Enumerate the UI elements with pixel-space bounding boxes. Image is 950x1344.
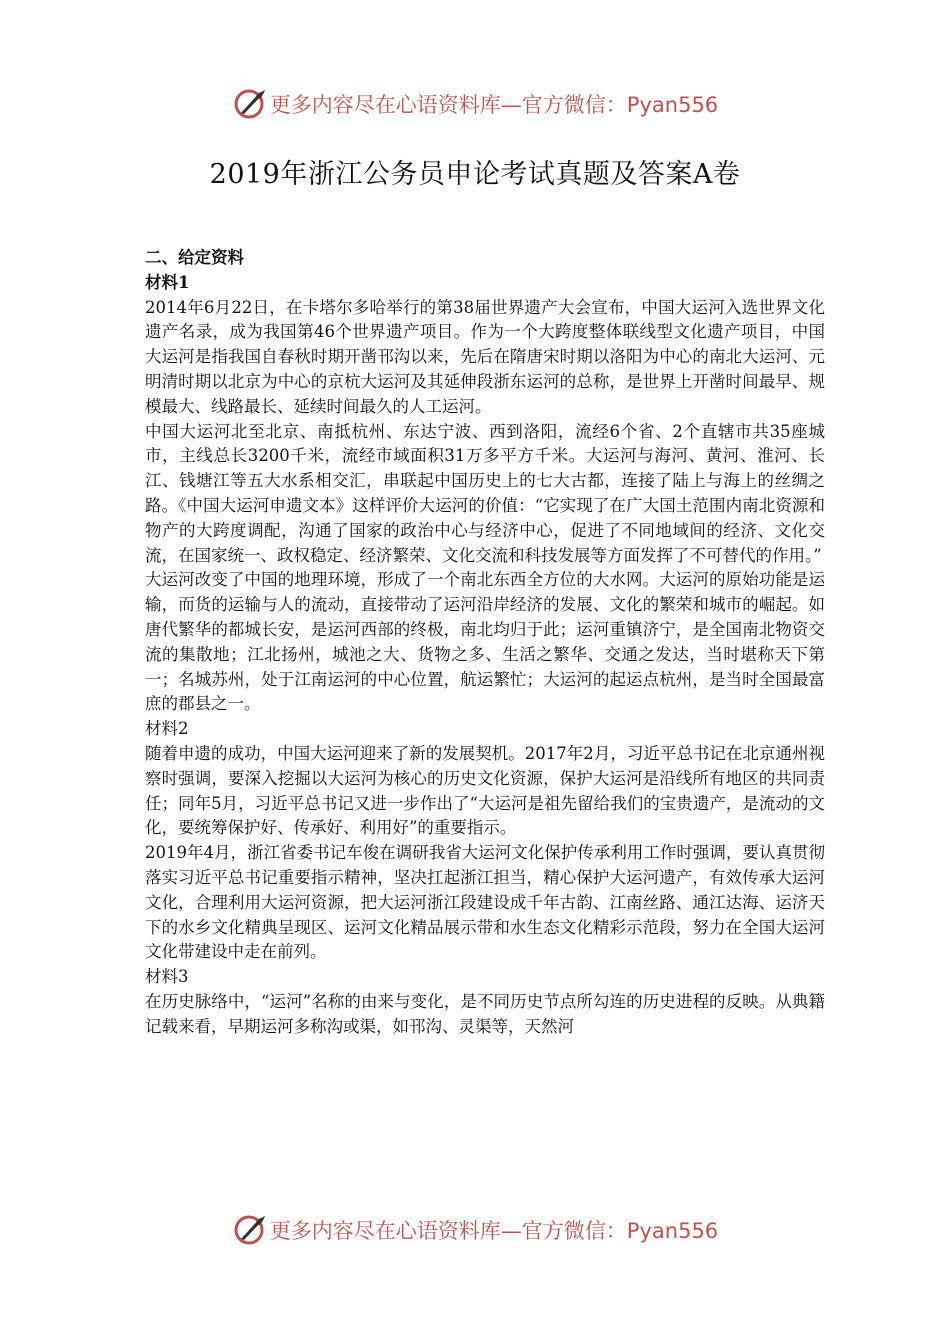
material-label: 材料1 — [145, 272, 190, 292]
paragraph: 在历史脉络中，“运河”名称的由来与变化，是不同历史节点所勾连的历史进程的反映。从典籍记载来看，早期运河多称沟或渠，如邗沟、灵渠等，天然河 — [145, 991, 825, 1036]
material-label: 材料3 — [145, 967, 189, 987]
footer-watermark-banner — [0, 1210, 950, 1250]
material-label: 材料2 — [145, 719, 189, 739]
banner-text: 更多内容尽在心语资料库—官方微信：Pyan556 — [269, 93, 719, 117]
paragraph: 中国大运河北至北京、南抵杭州、东达宁波、西到洛阳，流经6个省、2个直辖市共35座城市，主线总长3200千米，流经市域面积31万多平方千米。大运河与海河、黄河、淮河、长江、钱塘江等五大水系相交汇，串联起中国历史上的七大古都，连接了陆上与海上的丝绸之路。《中国大运河申遗文本》这样评价大运河的价值：“它实现了在广大国土范围内南北资源和物产的大跨度调配，沟通了国家的政治中心与经济中心，促进了不同地域间的经济、文化交流，在国家统一、政权稳定、经济繁荣、文化交流和科技发展等方面发挥了不可替代的作用。” — [145, 421, 825, 565]
header-watermark-banner — [0, 84, 950, 124]
quill-logo-icon — [232, 86, 268, 122]
paragraph: 随着申遗的成功，中国大运河迎来了新的发展契机。2017年2月，习近平总书记在北京通州视察时强调，要深入挖掘以大运河为核心的历史文化资源，保护大运河是沿线所有地区的共同责任；同年5月，习近平总书记又进一步作出了“大运河是祖先留给我们的宝贵遗产，是流动的文化，要统筹保护好、传承好、利用好”的重要指示。 — [145, 743, 825, 838]
quill-logo-icon — [232, 1212, 268, 1248]
paragraph: 2014年6月22日，在卡塔尔多哈举行的第38届世界遗产大会宣布，中国大运河入选世界文化遗产名录，成为我国第46个世界遗产项目。作为一个大跨度整体联线型文化遗产项目，中国大运河是指我国自春秋时期开凿邗沟以来，先后在隋唐宋时期以洛阳为中心的南北大运河、元明清时期以北京为中心的京杭大运河及其延伸段浙东运河的总称，是世界上开凿时间最早、规模最大、线路最长、延续时间最久的人工运河。 — [145, 297, 825, 416]
section-heading: 二、给定资料 — [145, 248, 244, 267]
banner-text: 更多内容尽在心语资料库—官方微信：Pyan556 — [269, 1219, 719, 1243]
paragraph: 大运河改变了中国的地理环境，形成了一个南北东西全方位的大水网。大运河的原始功能是运输，而货的运输与人的流动，直接带动了运河沿岸经济的发展、文化的繁荣和城市的崛起。如唐代繁华的都城长安，是运河西部的终极，南北均归于此；运河重镇济宁，是全国南北物资交流的集散地；江北扬州，城池之大、货物之多、生活之繁华、交通之发达，当时堪称天下第一；名城苏州，处于江南运河的中心位置，航运繁忙；大运河的起运点杭州，是当时全国最富庶的郡县之一。 — [145, 570, 825, 714]
document-body — [145, 246, 825, 1040]
paragraph: 2019年4月，浙江省委书记车俊在调研我省大运河文化保护传承利用工作时强调，要认真贯彻落实习近平总书记重要指示精神，坚决扛起浙江担当，精心保护大运河遗产，有效传承大运河文化，合理利用大运河资源，把大运河浙江段建设成千年古韵、江南丝路、通江达海、运济天下的水乡文化精典呈现区、运河文化精品展示带和水生态文化精彩示范段，努力在全国大运河文化带建设中走在前列。 — [145, 843, 825, 962]
page-title: 2019年浙江公务员申论考试真题及答案A卷 — [209, 159, 741, 190]
